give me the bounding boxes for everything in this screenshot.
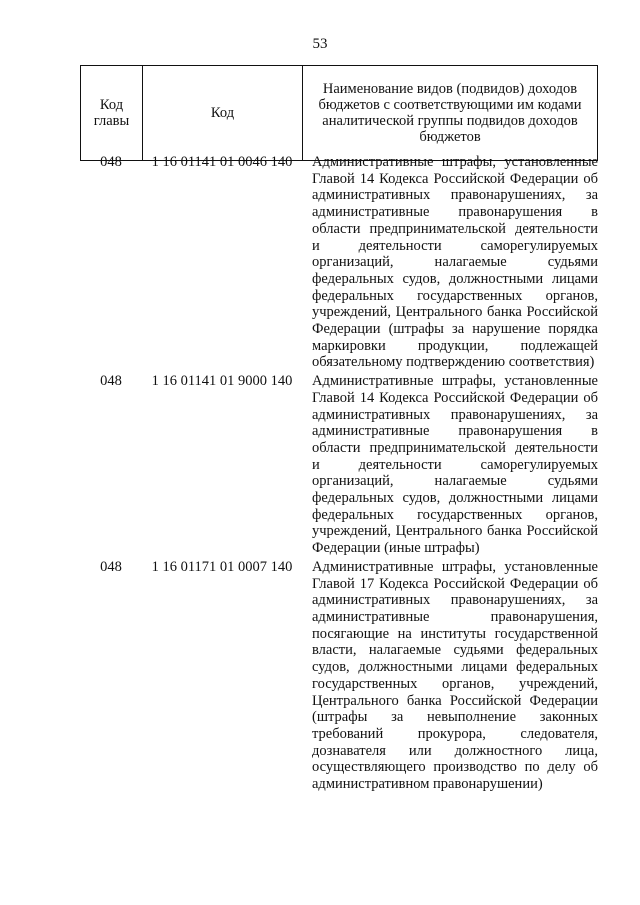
row-code: 1 16 01171 01 0007 140 (151, 558, 293, 575)
row-description: Административные штрафы, установленные Главой 14 Кодекса Российской Федерации об административных правонарушениях, за административные правонарушения в области предпринимательской деятельности и деятельности саморегулируемых организаций, налагаемые судьями федеральных судов, должностными лицами федеральных государственных органов, учреждений, Центрального банка Российской Федерации (штрафы за нарушение порядка маркировки продукции, подлежащей обязательному подтверждению соответствия) (312, 154, 598, 371)
header-name: Наименование видов (подвидов) доходов бюджетов с соответствующими им кодами аналитической группы подвидов доходов бюджетов (303, 66, 598, 161)
row-chapter-code: 048 (100, 154, 122, 170)
header-chapter-code-text: Код главы (93, 97, 130, 129)
row-code: 1 16 01141 01 0046 140 (151, 154, 293, 170)
table-body (80, 154, 598, 795)
row-chapter-code: 048 (100, 558, 122, 575)
header-code: Код (143, 66, 303, 161)
row-description: Административные штрафы, установленные Главой 17 Кодекса Российской Федерации об административных правонарушениях, за административные правонарушения, посягающие на институты государственной власти, налагаемые судьями федеральных судов, должностными лицами федеральных государственных органов, учреждений, Центрального банка Российской Федерации (штрафы за невыполнение законных требований прокурора, следователя, дознавателя или должностного лица, осуществляющего производство по делу об административном правонарушении) (312, 558, 598, 793)
table-row (80, 154, 598, 371)
row-description: Административные штрафы, установленные Главой 14 Кодекса Российской Федерации об административных правонарушениях, за административные правонарушения в области предпринимательской деятельности и деятельности саморегулируемых организаций, налагаемые судьями федеральных судов, должностными лицами федеральных государственных органов, учреждений, Центрального банка Российской Федерации (иные штрафы) (312, 373, 598, 557)
table-header (80, 65, 598, 161)
header-chapter-code (81, 66, 143, 161)
row-chapter-code: 048 (100, 373, 122, 390)
table-row (80, 559, 598, 793)
row-code: 1 16 01141 01 9000 140 (151, 373, 293, 390)
table-row (80, 373, 598, 557)
page-number: 53 (312, 36, 328, 52)
